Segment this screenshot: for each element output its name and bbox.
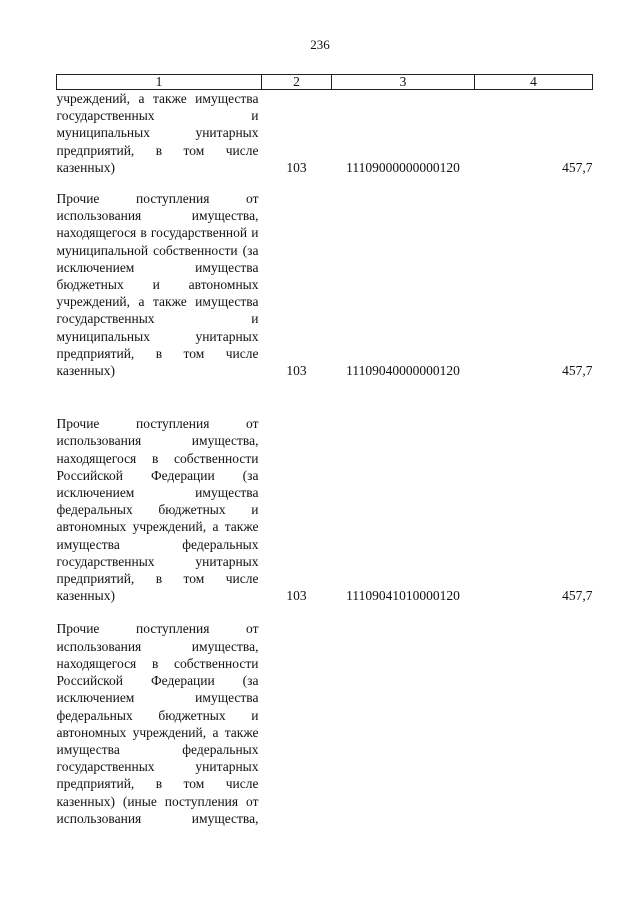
row-kbk: 11109041010000120 bbox=[346, 588, 460, 604]
header-col-4: 4 bbox=[475, 75, 593, 90]
page-number: 236 bbox=[310, 37, 330, 52]
header-col-3: 3 bbox=[332, 75, 475, 90]
table-row bbox=[57, 90, 593, 177]
budget-table bbox=[56, 74, 593, 827]
row-kbk: 11109040000000120 bbox=[346, 363, 460, 379]
row-amount: 457,7 bbox=[562, 159, 593, 175]
row-code: 103 bbox=[286, 363, 307, 379]
row-amount bbox=[475, 604, 593, 826]
table-header bbox=[57, 75, 593, 90]
row-description: учреждений, а также имущества государственных и муниципальных унитарных предприятий, в том числе казенных) bbox=[56, 91, 259, 175]
header-col-2: 2 bbox=[262, 75, 332, 90]
row-code: 103 bbox=[286, 159, 307, 175]
row-code: 103 bbox=[286, 588, 307, 604]
row-description: Прочие поступления от использования имущества, находящегося в собственности Российской Федерации (за исключением имущества федеральных бюджетных и автономных учреждений, а также имущества федеральных государственных унитарных предприятий, в том числе казенных) bbox=[56, 416, 259, 604]
row-amount: 457,7 bbox=[562, 588, 593, 604]
table-row bbox=[57, 604, 593, 826]
row-amount: 457,7 bbox=[562, 363, 593, 379]
row-description: Прочие поступления от использования имущества, находящегося в собственности Российской Федерации (за исключением имущества федеральных бюджетных и автономных учреждений, а также имущества федеральных государственных унитарных предприятий, в том числе казенных) (иные поступления от использования имущества, bbox=[56, 621, 259, 826]
header-col-1: 1 bbox=[57, 75, 262, 90]
row-kbk: 11109000000000120 bbox=[346, 159, 460, 175]
row-code bbox=[262, 604, 332, 826]
row-kbk bbox=[332, 604, 475, 826]
table-row bbox=[57, 176, 593, 379]
row-description: Прочие поступления от использования имущества, находящегося в государственной и муниципальной собственности (за исключением имущества бюджетных и автономных учреждений, а также имущества государственных и муниципальных унитарных предприятий, в том числе казенных) bbox=[56, 191, 259, 379]
table-row bbox=[57, 379, 593, 604]
